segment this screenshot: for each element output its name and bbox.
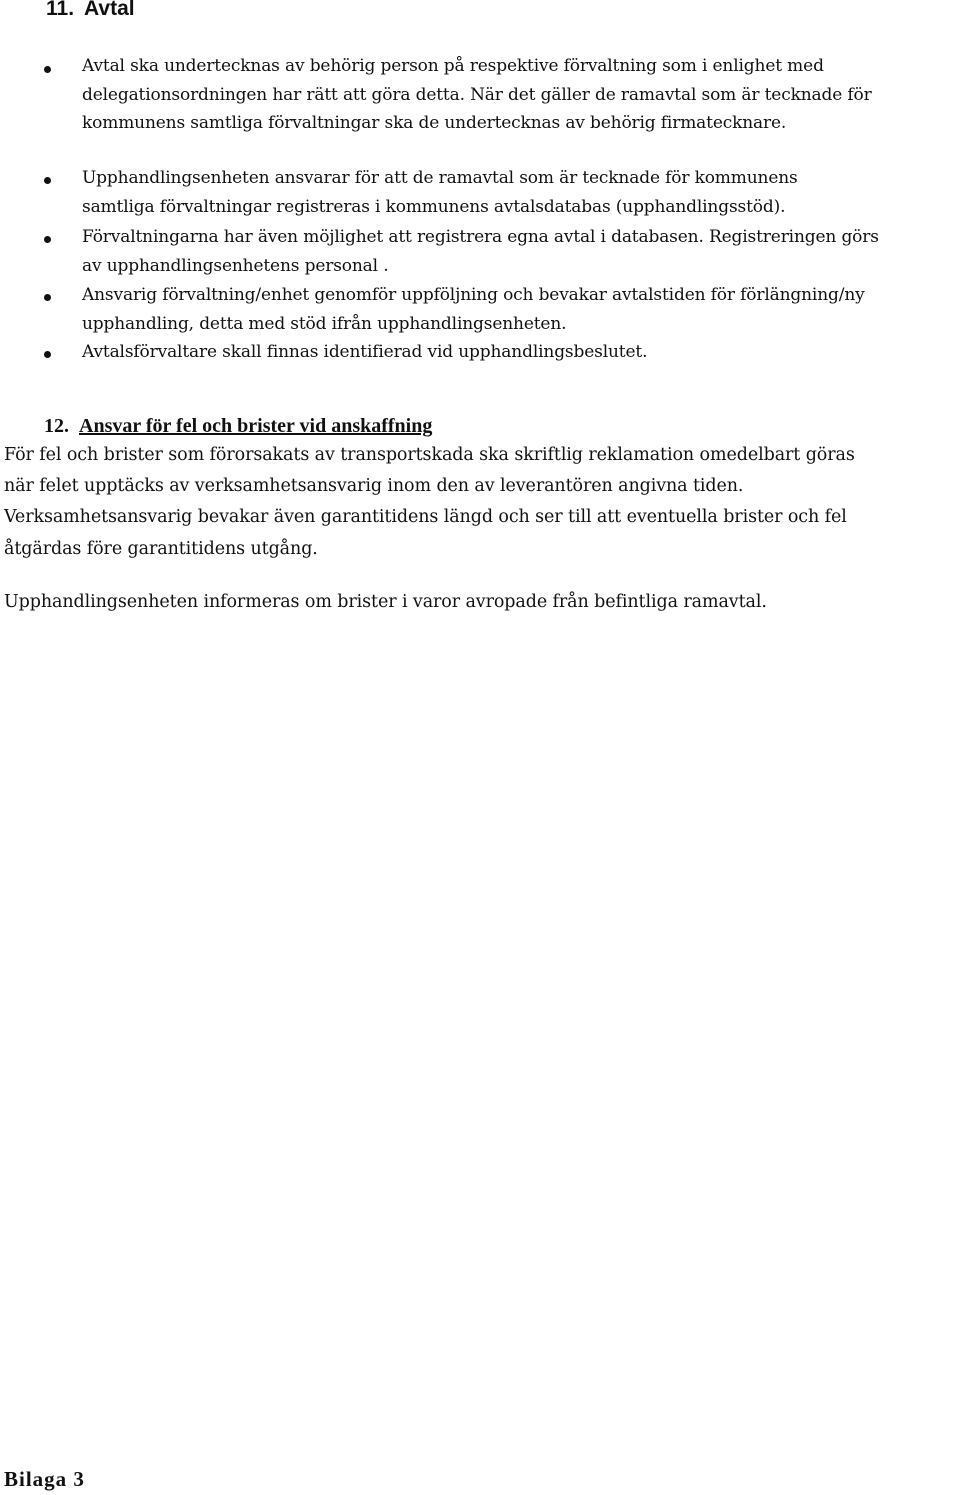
bullet-dot [44, 236, 51, 243]
section-12-paragraph: Upphandlingsenheten informeras om brister i varor avropade från befintliga ramavtal. [4, 592, 767, 612]
section-11-title: Avtal [84, 0, 135, 20]
section-12-number: 12. [44, 415, 69, 437]
bullet-text: Upphandlingsenheten ansvarar för att de ramavtal som är tecknade för kommunens samtliga förvaltningar registreras i kommunens avtalsdatabas (upphandlingsstöd). [82, 168, 798, 217]
footer-attachment-label: Bilaga 3 [4, 1467, 85, 1491]
bullet-dot [44, 177, 51, 184]
section-12-heading [44, 412, 432, 440]
bullet-dot [44, 66, 51, 73]
section-11-heading [46, 0, 135, 22]
section-12-title: Ansvar för fel och brister vid anskaffning [79, 415, 433, 437]
bullet-text: Avtalsförvaltare skall finnas identifierad vid upphandlingsbeslutet. [82, 342, 648, 362]
bullet-text: Avtal ska undertecknas av behörig person på respektive förvaltning som i enlighet med delegationsordningen har rätt att göra detta. När det gäller de ramavtal som är tecknade för kommunens samtliga förvaltningar ska de undertecknas av behörig firmatecknare. [82, 56, 872, 133]
bullet-dot [44, 351, 51, 358]
bullet-text: Förvaltningarna har även möjlighet att registrera egna avtal i databasen. Registreringen görs av upphandlingsenhetens personal . [82, 227, 879, 276]
bullet-dot [44, 294, 51, 301]
section-12-paragraph: För fel och brister som förorsakats av transportskada ska skriftlig reklamation omedelbart göras när felet upptäcks av verksamhetsansvarig inom den av leverantören angivna tiden. Verksamhetsansvarig bevakar även garantitidens längd och ser till att eventuella brister och fel åtgärdas före garantitidens utgång. [4, 445, 855, 559]
section-11-number: 11. [46, 0, 75, 20]
bullet-text: Ansvarig förvaltning/enhet genomför uppföljning och bevakar avtalstiden för förlängning/ny upphandling, detta med stöd ifrån upphandlingsenheten. [82, 285, 865, 334]
